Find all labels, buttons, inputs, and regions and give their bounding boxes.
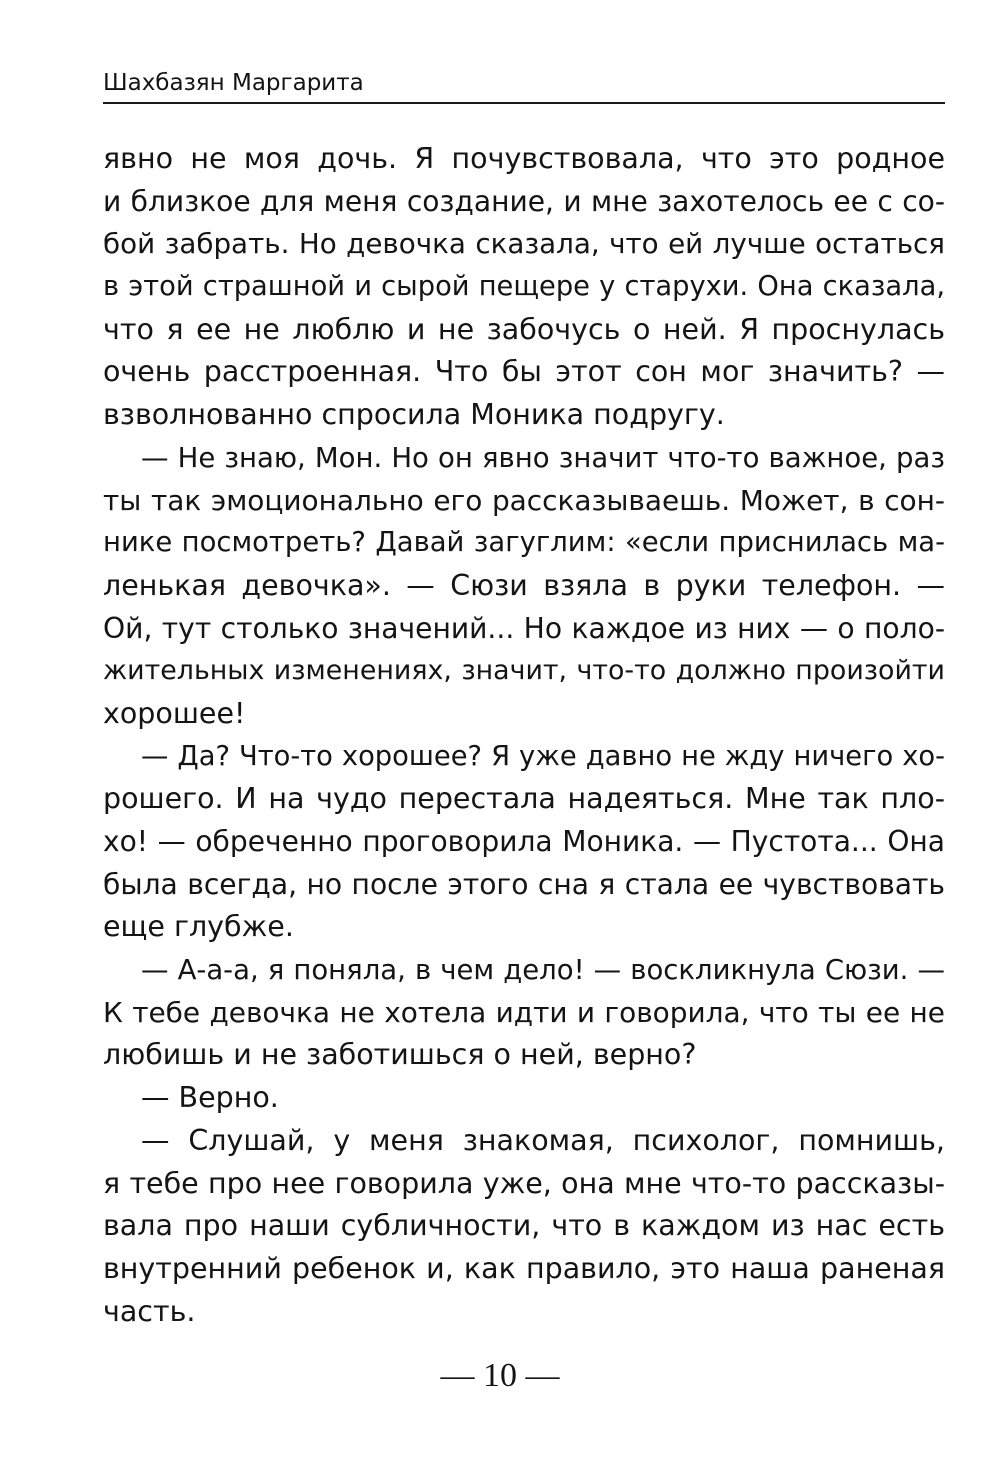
running-head-author: Шахбазян Маргарита <box>103 68 945 104</box>
text-line: рошего. И на чудо перестала надеяться. Мне так пло- <box>103 782 945 816</box>
text-line: внутренний ребенок и, как правило, это наша раненая <box>103 1251 945 1285</box>
text-line: Ой, тут столько значений... Но каждое из них — о поло- <box>103 611 945 645</box>
text-line: — Слушай, у меня знакомая, психолог, помнишь, <box>141 1123 945 1157</box>
text-line: часть. <box>103 1294 196 1328</box>
text-line: взволнованно спросила Моника подругу. <box>103 398 725 432</box>
text-line: хорошее! <box>103 696 246 730</box>
text-line: еще глубже. <box>103 910 294 944</box>
text-line: что я ее не люблю и не забочусь о ней. Я проснулась <box>103 312 945 346</box>
text-line: в этой страшной и сырой пещере у старухи. Она сказала, <box>103 271 945 303</box>
text-line: очень расстроенная. Что бы этот сон мог значить? — <box>103 355 945 389</box>
text-line: была всегда, но после этого сна я стала ее чувствовать <box>103 867 945 901</box>
text-line: явно не моя дочь. Я почувствовала, что это родное <box>103 142 945 175</box>
text-line: К тебе девочка не хотела идти и говорила, что ты ее не <box>103 995 945 1029</box>
text-line: нике посмотреть? Давай загуглим: «если приснилась ма- <box>103 527 945 559</box>
text-line: — А-а-а, я поняла, в чем дело! — воскликнула Сюзи. — <box>141 954 945 987</box>
page-number: — 10 — <box>440 1357 560 1394</box>
text-line: и близкое для меня создание, и мне захотелось ее с со- <box>103 184 945 218</box>
text-line: — Да? Что-то хорошее? Я уже давно не жду ничего хо- <box>141 740 945 772</box>
text-line: бой забрать. Но девочка сказала, что ей лучше остаться <box>103 227 945 261</box>
text-line: любишь и не заботишься о ней, верно? <box>103 1038 697 1072</box>
text-line: хо! — обреченно проговорила Моника. — Пустота... Она <box>103 825 945 858</box>
text-line: я тебе про нее говорила уже, она мне что-то рассказы- <box>103 1166 945 1200</box>
text-line: — Не знаю, Мон. Но он явно значит что-то важное, раз <box>141 441 945 474</box>
text-line: жительных изменениях, значит, что-то должно произойти <box>103 655 945 687</box>
body-text <box>103 138 945 1333</box>
text-line: вала про наши субличности, что в каждом из нас есть <box>103 1209 945 1243</box>
text-line: ленькая девочка». — Сюзи взяла в руки телефон. — <box>103 568 945 602</box>
text-line: — Верно. <box>141 1081 279 1115</box>
text-line: ты так эмоционально его рассказываешь. Может, в сон- <box>103 483 945 517</box>
